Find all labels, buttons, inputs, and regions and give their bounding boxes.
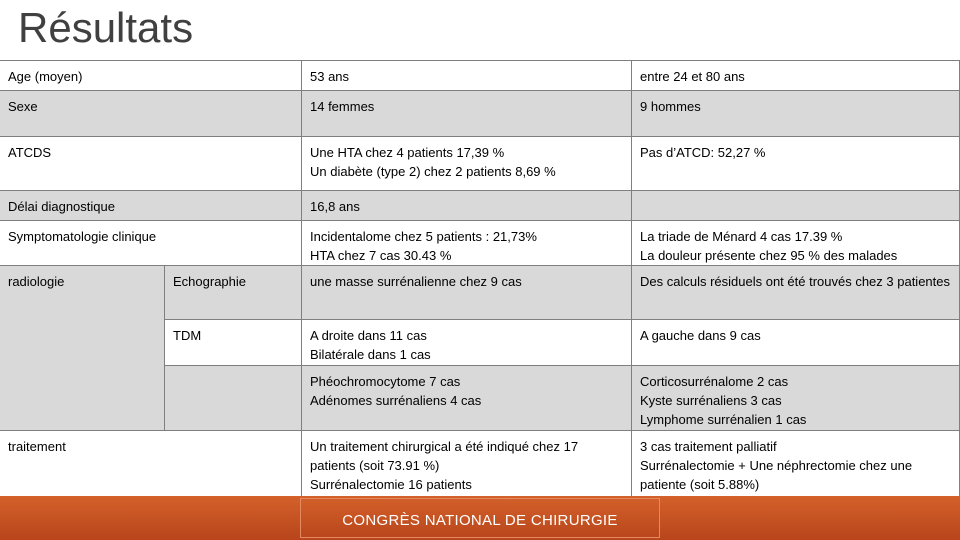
sexe-male: 9 hommes	[632, 91, 960, 137]
table-row-age	[0, 61, 960, 91]
echo-extra: Des calculs résiduels ont été trouvés chez 3 patientes	[632, 266, 960, 320]
atcds-value: Une HTA chez 4 patients 17,39 % Un diabète (type 2) chez 2 patients 8,69 %	[302, 137, 632, 191]
age-range: entre 24 et 80 ans	[632, 61, 960, 91]
table-row-histologie	[0, 366, 960, 431]
sexe-female: 14 femmes	[302, 91, 632, 137]
histo-empty	[165, 366, 302, 431]
footer-text: CONGRÈS NATIONAL DE CHIRURGIE	[342, 512, 618, 529]
tdm-extra: A gauche dans 9 cas	[632, 320, 960, 366]
table-row-echo	[0, 266, 960, 320]
echo-value: une masse surrénalienne chez 9 cas	[302, 266, 632, 320]
table-row-delai	[0, 191, 960, 221]
traitement-label: traitement	[0, 431, 302, 497]
tdm-label: TDM	[165, 320, 302, 366]
delai-empty	[632, 191, 960, 221]
results-table	[0, 60, 960, 492]
page-title: Résultats	[18, 4, 194, 51]
traitement-value: Un traitement chirurgical a été indiqué chez 17 patients (soit 73.91 %) Surrénalectomie 16 patients	[302, 431, 632, 497]
histo-extra: Corticosurrénalome 2 cas Kyste surrénaliens 3 cas Lymphome surrénalien 1 cas	[632, 366, 960, 431]
traitement-extra: 3 cas traitement palliatif Surrénalectomie + Une néphrectomie chez une patiente (soit 5.88%)	[632, 431, 960, 497]
radiologie-label: radiologie	[0, 266, 165, 431]
atcds-none: Pas d’ATCD: 52,27 %	[632, 137, 960, 191]
table-row-sympto	[0, 221, 960, 266]
atcds-label: ATCDS	[0, 137, 302, 191]
delai-value: 16,8 ans	[302, 191, 632, 221]
age-label: Age (moyen)	[0, 61, 302, 91]
sympto-value: Incidentalome chez 5 patients : 21,73% HTA chez 7 cas 30.43 %	[302, 221, 632, 266]
age-value: 53 ans	[302, 61, 632, 91]
sympto-extra: La triade de Ménard 4 cas 17.39 % La douleur présente chez 95 % des malades	[632, 221, 960, 266]
table-row-tdm	[0, 320, 960, 366]
sexe-label: Sexe	[0, 91, 302, 137]
tdm-value: A droite dans 11 cas Bilatérale dans 1 cas	[302, 320, 632, 366]
table-row-atcds	[0, 137, 960, 191]
table-row-traitement	[0, 431, 960, 497]
echo-label: Echographie	[165, 266, 302, 320]
histo-value: Phéochromocytome 7 cas Adénomes surrénaliens 4 cas	[302, 366, 632, 431]
table-row-sexe	[0, 91, 960, 137]
sympto-label: Symptomatologie clinique	[0, 221, 302, 266]
delai-label: Délai diagnostique	[0, 191, 302, 221]
